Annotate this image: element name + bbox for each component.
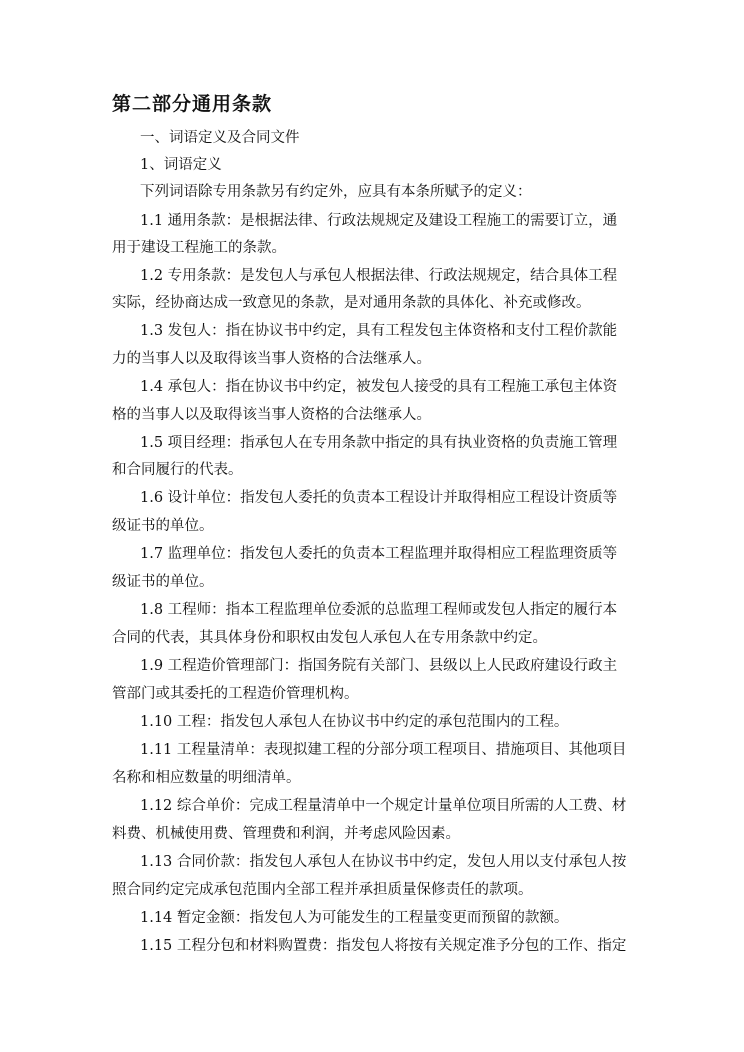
clause-1-1-line2: 用于建设工程施工的条款。 — [112, 240, 286, 256]
clause-1-7-line2: 级证书的单位。 — [112, 574, 214, 590]
clause-1-10-line1: 1.10 工程：指发包人承包人在协议书中约定的承包范围内的工程。 — [140, 714, 569, 730]
clause-1-1-line1: 1.1 通用条款：是根据法律、行政法规规定及建设工程施工的需要订立，通 — [140, 213, 618, 229]
clause-1-5-line2: 和合同履行的代表。 — [112, 462, 243, 478]
clause-1-6-line2: 级证书的单位。 — [112, 518, 214, 534]
clause-1-14-line1: 1.14 暂定金额：指发包人为可能发生的工程量变更而预留的款额。 — [140, 910, 569, 926]
clause-1-11-line2: 名称和相应数量的明细清单。 — [112, 770, 301, 786]
clause-1-8-line1: 1.8 工程师：指本工程监理单位委派的总监理工程师或发包人指定的履行本 — [140, 602, 618, 618]
clause-1-13-line1: 1.13 合同价款：指发包人承包人在协议书中约定，发包人用以支付承包人按 — [140, 854, 627, 870]
clause-1-4-line1: 1.4 承包人：指在协议书中约定，被发包人接受的具有工程施工承包主体资 — [140, 379, 618, 395]
clause-1-9-line2: 管部门或其委托的工程造价管理机构。 — [112, 686, 359, 702]
subsection-heading: 1、词语定义 — [140, 157, 222, 173]
clause-1-9-line1: 1.9 工程造价管理部门：指国务院有关部门、县级以上人民政府建设行政主 — [140, 658, 618, 674]
clause-1-7-line1: 1.7 监理单位：指发包人委托的负责本工程监理并取得相应工程监理资质等 — [140, 546, 618, 562]
clause-1-15-line1: 1.15 工程分包和材料购置费：指发包人将按有关规定准予分包的工作、指定 — [140, 938, 627, 954]
page-title: 第二部分通用条款 — [112, 93, 273, 115]
clause-1-12-line2: 料费、机械使用费、管理费和利润，并考虑风险因素。 — [112, 826, 460, 842]
clause-1-3-line2: 力的当事人以及取得该当事人资格的合法继承人。 — [112, 351, 431, 367]
clause-1-6-line1: 1.6 设计单位：指发包人委托的负责本工程设计并取得相应工程设计资质等 — [140, 490, 618, 506]
section-heading: 一、词语定义及合同文件 — [140, 130, 300, 146]
clause-1-2-line2: 实际，经协商达成一致意见的条款，是对通用条款的具体化、补充或修改。 — [112, 295, 591, 311]
intro-paragraph: 下列词语除专用条款另有约定外，应具有本条所赋予的定义： — [140, 184, 532, 200]
clause-1-5-line1: 1.5 项目经理：指承包人在专用条款中指定的具有执业资格的负责施工管理 — [140, 435, 618, 451]
clause-1-12-line1: 1.12 综合单价：完成工程量清单中一个规定计量单位项目所需的人工费、材 — [140, 798, 627, 814]
clause-1-3-line1: 1.3 发包人：指在协议书中约定，具有工程发包主体资格和支付工程价款能 — [140, 323, 618, 339]
clause-1-2-line1: 1.2 专用条款：是发包人与承包人根据法律、行政法规规定，结合具体工程 — [140, 268, 618, 284]
clause-1-4-line2: 格的当事人以及取得该当事人资格的合法继承人。 — [112, 407, 431, 423]
clause-1-8-line2: 合同的代表，其具体身份和职权由发包人承包人在专用条款中约定。 — [112, 630, 547, 646]
clause-1-13-line2: 照合同约定完成承包范围内全部工程并承担质量保修责任的款项。 — [112, 882, 533, 898]
clause-1-11-line1: 1.11 工程量清单：表现拟建工程的分部分项工程项目、措施项目、其他项目 — [140, 742, 627, 758]
